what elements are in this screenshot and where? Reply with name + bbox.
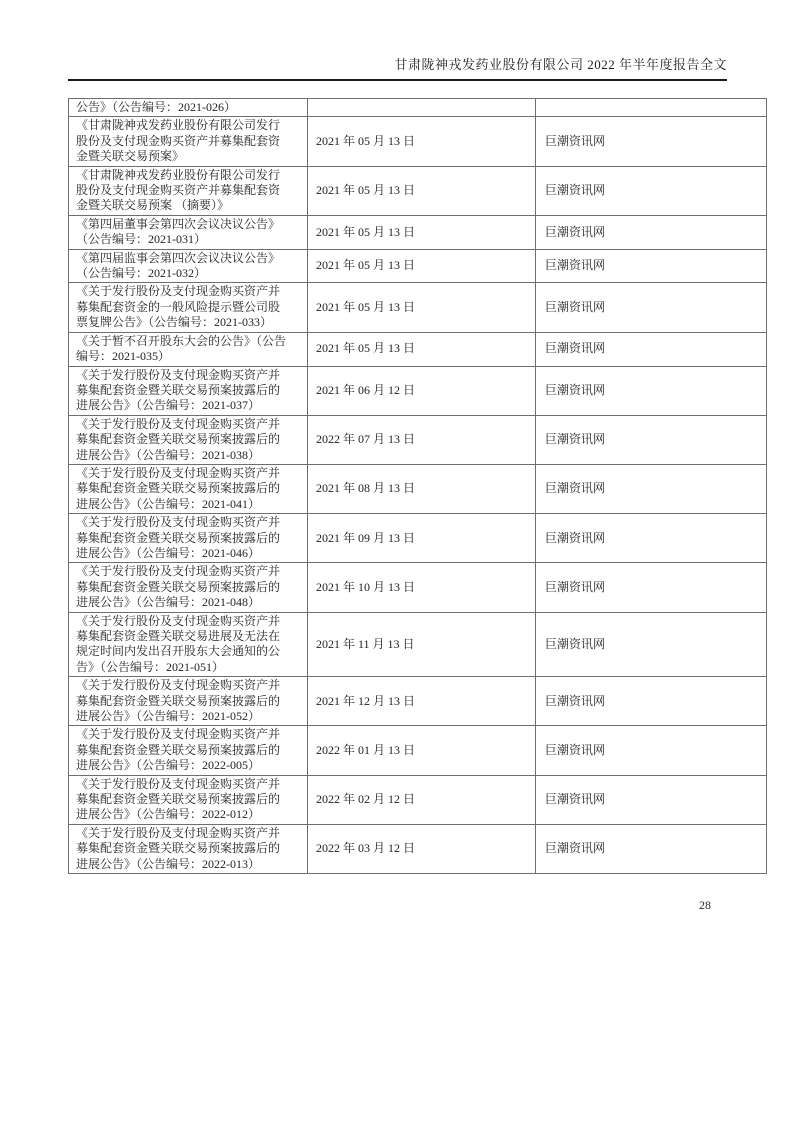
announcement-title-cell: 《关于发行股份及支付现金购买资产并募集配套资金暨关联交易预案披露后的进展公告》（公告编号：2021-046）	[69, 514, 308, 563]
table-row	[69, 514, 767, 563]
disclosure-site-cell: 巨潮资讯网	[536, 726, 767, 775]
announcements-table-body	[69, 99, 767, 874]
disclosure-site-cell: 巨潮资讯网	[536, 215, 767, 249]
table-row	[69, 215, 767, 249]
disclosure-site-cell: 巨潮资讯网	[536, 366, 767, 415]
disclosure-site-cell: 巨潮资讯网	[536, 824, 767, 873]
table-row	[69, 249, 767, 283]
disclosure-site-cell: 巨潮资讯网	[536, 332, 767, 366]
disclosure-date-cell: 2021 年 05 月 13 日	[308, 166, 536, 215]
announcement-title-cell: 公告》（公告编号：2021-026）	[69, 99, 308, 117]
disclosure-date-cell: 2021 年 06 月 12 日	[308, 366, 536, 415]
table-row	[69, 612, 767, 677]
disclosure-site-cell: 巨潮资讯网	[536, 166, 767, 215]
announcement-title-cell: 《甘肃陇神戎发药业股份有限公司发行股份及支付现金购买资产并募集配套资金暨关联交易预案 （摘要）》	[69, 166, 308, 215]
table-row	[69, 117, 767, 166]
announcement-title-cell: 《关于发行股份及支付现金购买资产并募集配套资金暨关联交易预案披露后的进展公告》（公告编号：2021-052）	[69, 677, 308, 726]
page-header-title: 甘肃陇神戎发药业股份有限公司 2022 年半年度报告全文	[68, 54, 727, 81]
table-row	[69, 563, 767, 612]
table-row	[69, 283, 767, 332]
announcement-title-cell: 《第四届监事会第四次会议决议公告》（公告编号：2021-032）	[69, 249, 308, 283]
table-row	[69, 366, 767, 415]
announcement-title-cell: 《关于发行股份及支付现金购买资产并募集配套资金暨关联交易预案披露后的进展公告》（公告编号：2022-012）	[69, 775, 308, 824]
table-row	[69, 415, 767, 464]
disclosure-site-cell: 巨潮资讯网	[536, 563, 767, 612]
disclosure-date-cell: 2021 年 11 月 13 日	[308, 612, 536, 677]
disclosure-date-cell: 2021 年 05 月 13 日	[308, 283, 536, 332]
disclosure-site-cell: 巨潮资讯网	[536, 249, 767, 283]
announcement-title-cell: 《关于发行股份及支付现金购买资产并募集配套资金暨关联交易预案披露后的进展公告》（公告编号：2022-005）	[69, 726, 308, 775]
announcement-title-cell: 《关于发行股份及支付现金购买资产并募集配套资金暨关联交易预案披露后的进展公告》（公告编号：2021-041）	[69, 464, 308, 513]
disclosure-site-cell: 巨潮资讯网	[536, 464, 767, 513]
disclosure-site-cell: 巨潮资讯网	[536, 514, 767, 563]
table-row	[69, 99, 767, 117]
disclosure-date-cell: 2021 年 05 月 13 日	[308, 117, 536, 166]
announcement-title-cell: 《关于发行股份及支付现金购买资产并募集配套资金暨关联交易预案披露后的进展公告》（公告编号：2022-013）	[69, 824, 308, 873]
page-number: 28	[699, 898, 711, 913]
announcement-title-cell: 《关于发行股份及支付现金购买资产并募集配套资金暨关联交易进展及无法在规定时间内发出召开股东大会通知的公告》（公告编号：2021-051）	[69, 612, 308, 677]
table-row	[69, 726, 767, 775]
disclosure-date-cell: 2022 年 03 月 12 日	[308, 824, 536, 873]
disclosure-site-cell: 巨潮资讯网	[536, 775, 767, 824]
disclosure-date-cell: 2021 年 10 月 13 日	[308, 563, 536, 612]
table-row	[69, 464, 767, 513]
announcement-title-cell: 《关于发行股份及支付现金购买资产并募集配套资金暨关联交易预案披露后的进展公告》（公告编号：2021-037）	[69, 366, 308, 415]
disclosure-date-cell: 2021 年 08 月 13 日	[308, 464, 536, 513]
announcement-title-cell: 《第四届董事会第四次会议决议公告》（公告编号：2021-031）	[69, 215, 308, 249]
announcement-title-cell: 《关于暂不召开股东大会的公告》（公告编号：2021-035）	[69, 332, 308, 366]
announcement-title-cell: 《关于发行股份及支付现金购买资产并募集配套资金暨关联交易预案披露后的进展公告》（公告编号：2021-038）	[69, 415, 308, 464]
disclosure-date-cell: 2021 年 05 月 13 日	[308, 332, 536, 366]
disclosure-date-cell: 2021 年 12 月 13 日	[308, 677, 536, 726]
disclosure-site-cell: 巨潮资讯网	[536, 612, 767, 677]
announcement-title-cell: 《甘肃陇神戎发药业股份有限公司发行股份及支付现金购买资产并募集配套资金暨关联交易预案》	[69, 117, 308, 166]
disclosure-site-cell: 巨潮资讯网	[536, 283, 767, 332]
disclosure-site-cell: 巨潮资讯网	[536, 415, 767, 464]
table-row	[69, 332, 767, 366]
table-row	[69, 166, 767, 215]
disclosure-date-cell: 2021 年 09 月 13 日	[308, 514, 536, 563]
table-row	[69, 775, 767, 824]
table-row	[69, 677, 767, 726]
disclosure-date-cell: 2021 年 05 月 13 日	[308, 215, 536, 249]
table-row	[69, 824, 767, 873]
disclosure-date-cell: 2022 年 07 月 13 日	[308, 415, 536, 464]
disclosure-site-cell: 巨潮资讯网	[536, 117, 767, 166]
disclosure-date-cell: 2022 年 01 月 13 日	[308, 726, 536, 775]
disclosure-date-cell	[308, 99, 536, 117]
disclosure-site-cell: 巨潮资讯网	[536, 677, 767, 726]
disclosure-date-cell: 2022 年 02 月 12 日	[308, 775, 536, 824]
announcements-table	[68, 98, 767, 874]
disclosure-site-cell	[536, 99, 767, 117]
disclosure-date-cell: 2021 年 05 月 13 日	[308, 249, 536, 283]
announcement-title-cell: 《关于发行股份及支付现金购买资产并募集配套资金暨关联交易预案披露后的进展公告》（公告编号：2021-048）	[69, 563, 308, 612]
announcement-title-cell: 《关于发行股份及支付现金购买资产并募集配套资金的一般风险提示暨公司股票复牌公告》（公告编号：2021-033）	[69, 283, 308, 332]
